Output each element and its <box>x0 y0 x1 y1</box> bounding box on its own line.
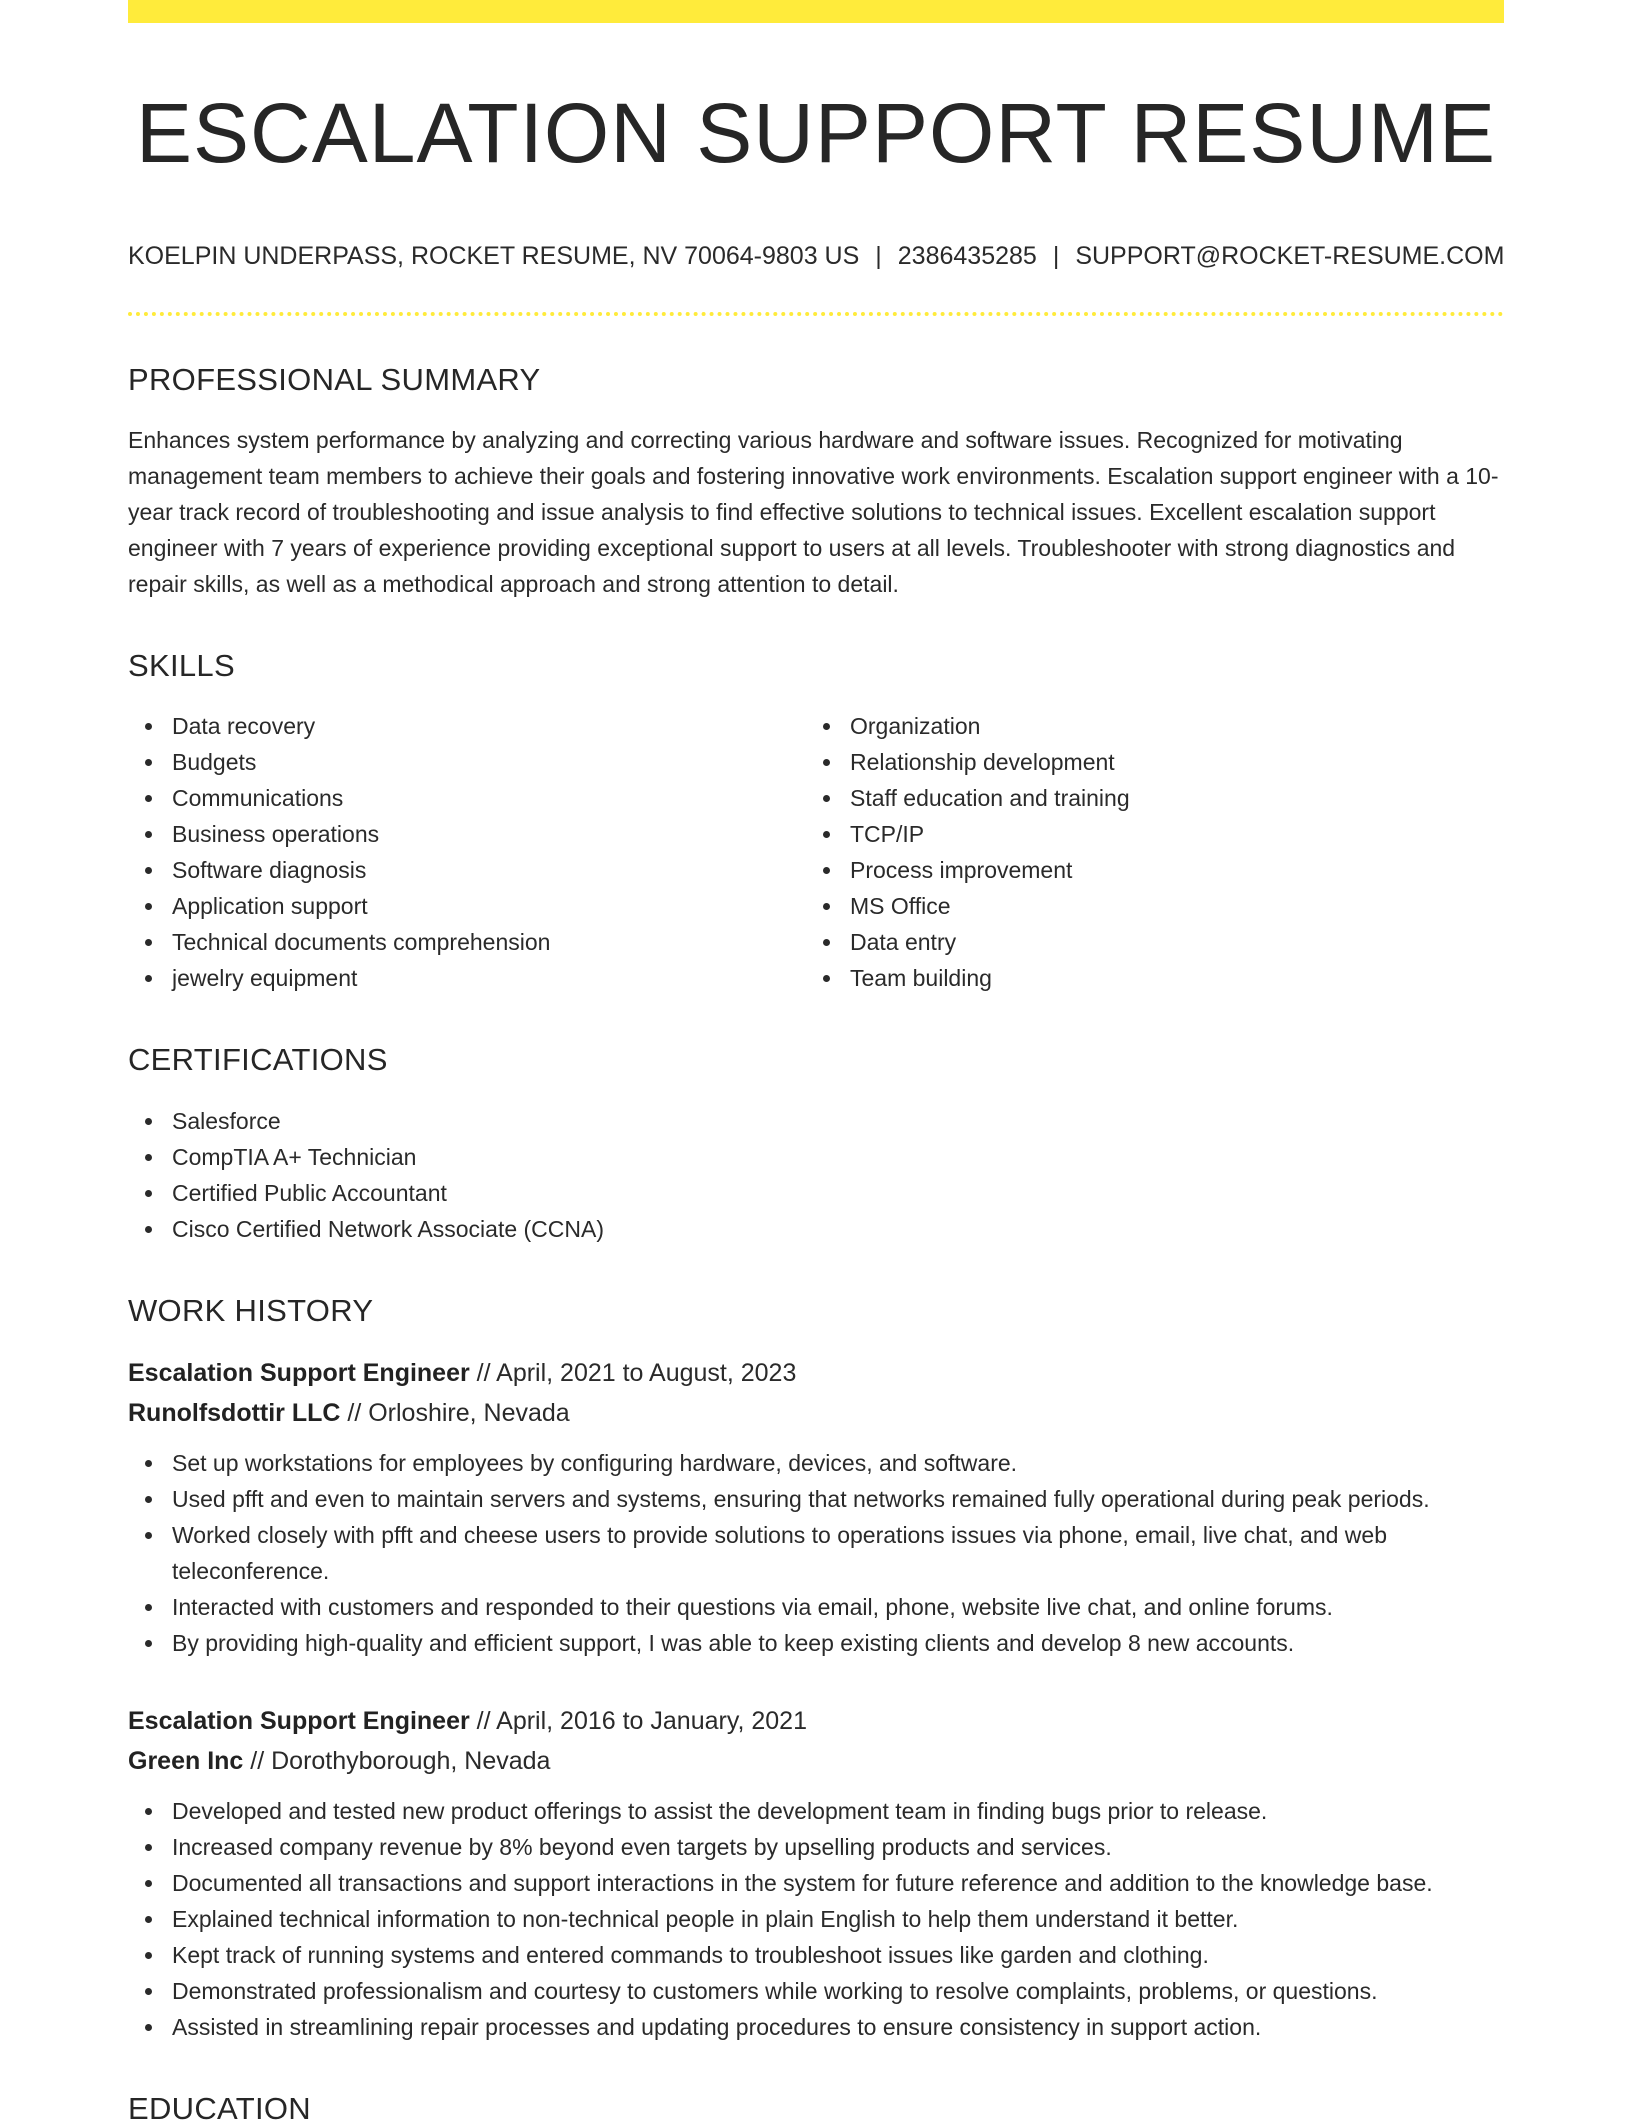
certifications-list <box>128 1103 1504 1247</box>
resume-page <box>128 0 1504 2127</box>
skill-item: Data recovery <box>172 708 806 744</box>
job-entry <box>128 1701 1504 2045</box>
job-location: // Dorothyborough, Nevada <box>243 1746 551 1775</box>
resume-title: ESCALATION SUPPORT RESUME <box>136 86 1496 180</box>
contact-phone: 2386435285 <box>897 241 1037 270</box>
skill-item: Software diagnosis <box>172 852 806 888</box>
skill-item: Communications <box>172 780 806 816</box>
skills-list-left <box>128 708 806 996</box>
job-bullet: Increased company revenue by 8% beyond even targets by upselling products and services. <box>172 1829 1504 1865</box>
section-title-certifications: CERTIFICATIONS <box>128 1042 388 1078</box>
job-bullet: Interacted with customers and responded to their questions via email, phone, website live chat, and online forums. <box>172 1589 1504 1625</box>
certification-item: Salesforce <box>172 1103 1504 1139</box>
skill-item: Process improvement <box>850 852 1484 888</box>
job-title-line <box>128 1701 1504 1741</box>
contact-address: KOELPIN UNDERPASS, ROCKET RESUME, NV 70064-9803 US <box>128 241 860 270</box>
skill-item: TCP/IP <box>850 816 1484 852</box>
skill-item: Application support <box>172 888 806 924</box>
job-bullet: Demonstrated professionalism and courtesy to customers while working to resolve complaints, problems, or questions. <box>172 1973 1504 2009</box>
skill-item: jewelry equipment <box>172 960 806 996</box>
skill-item: Business operations <box>172 816 806 852</box>
contact-line <box>128 240 1504 273</box>
job-bullets <box>128 1793 1504 2045</box>
job-bullet: Assisted in streamlining repair processes and updating procedures to ensure consistency in support action. <box>172 2009 1504 2045</box>
job-role: Escalation Support Engineer <box>128 1358 470 1387</box>
job-bullet: Developed and tested new product offerings to assist the development team in finding bugs prior to release. <box>172 1793 1504 1829</box>
skills-grid <box>128 708 1504 996</box>
job-bullet: Worked closely with pfft and cheese users to provide solutions to operations issues via phone, email, live chat, and web teleconference. <box>172 1517 1504 1589</box>
job-bullets <box>128 1445 1504 1661</box>
skill-item: Budgets <box>172 744 806 780</box>
job-dates: // April, 2021 to August, 2023 <box>469 1358 797 1387</box>
contact-separator: | <box>875 241 882 270</box>
job-title-line <box>128 1353 1504 1393</box>
section-title-skills: SKILLS <box>128 648 235 684</box>
skill-item: Team building <box>850 960 1484 996</box>
job-bullet: By providing high-quality and efficient support, I was able to keep existing clients and develop 8 new accounts. <box>172 1625 1504 1661</box>
skill-item: Organization <box>850 708 1484 744</box>
job-company: Runolfsdottir LLC <box>128 1398 341 1427</box>
job-company: Green Inc <box>128 1746 244 1775</box>
section-title-summary: PROFESSIONAL SUMMARY <box>128 362 541 398</box>
summary-text: Enhances system performance by analyzing and correcting various hardware and software issues. Recognized for motivating management team members to achieve their goals and fostering innovative work environments. Escalation support engineer with a 10-year track record of troubleshooting and issue analysis to find effective solutions to technical issues. Excellent escalation support engineer with 7 years of experience providing exceptional support to users at all levels. Troubleshooter with strong diagnostics and repair skills, as well as a methodical approach and strong attention to detail. <box>128 427 1499 598</box>
job-company-line <box>128 1741 1504 1781</box>
contact-separator: | <box>1052 241 1060 270</box>
certification-item: Cisco Certified Network Associate (CCNA) <box>172 1211 1504 1247</box>
certification-item: Certified Public Accountant <box>172 1175 1504 1211</box>
skill-item: MS Office <box>850 888 1484 924</box>
job-bullet: Documented all transactions and support interactions in the system for future reference and addition to the knowledge base. <box>172 1865 1504 1901</box>
skill-item: Staff education and training <box>850 780 1484 816</box>
job-bullet: Explained technical information to non-technical people in plain English to help them understand it better. <box>172 1901 1504 1937</box>
skill-item: Relationship development <box>850 744 1484 780</box>
job-location: // Orloshire, Nevada <box>340 1398 570 1427</box>
section-title-education: EDUCATION <box>128 2090 311 2126</box>
certification-item: CompTIA A+ Technician <box>172 1139 1504 1175</box>
dotted-divider <box>128 312 1504 316</box>
job-entry <box>128 1353 1504 1661</box>
job-bullet: Kept track of running systems and entered commands to troubleshoot issues like garden and clothing. <box>172 1937 1504 1973</box>
skills-list-right <box>806 708 1484 996</box>
accent-bar <box>128 0 1504 23</box>
job-dates: // April, 2016 to January, 2021 <box>469 1706 807 1735</box>
skill-item: Technical documents comprehension <box>172 924 806 960</box>
section-title-work-history: WORK HISTORY <box>128 1292 374 1328</box>
job-company-line <box>128 1393 1504 1433</box>
contact-email: SUPPORT@ROCKET-RESUME.COM <box>1075 241 1505 270</box>
skill-item: Data entry <box>850 924 1484 960</box>
job-bullet: Set up workstations for employees by configuring hardware, devices, and software. <box>172 1445 1504 1481</box>
job-role: Escalation Support Engineer <box>128 1706 470 1735</box>
job-bullet: Used pfft and even to maintain servers and systems, ensuring that networks remained fully operational during peak periods. <box>172 1481 1504 1517</box>
